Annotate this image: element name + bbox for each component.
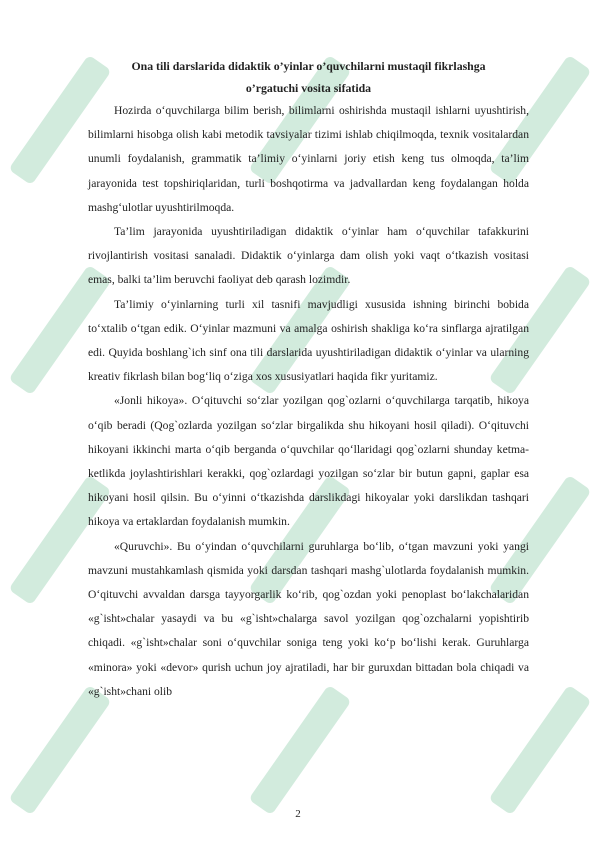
paragraph-3: Ta’limiy o‘yinlarning turli xil tasnifi mavjudligi xususida ishning birinchi bobida to‘xtalib o‘tgan edik. O‘yinlar mazmuni va amalga oshirish shakliga ko‘ra sinflarga ajratilgan edi. Quyida boshlang`ich sinf ona tili darslarida uyushtiriladigan didaktik o‘yinlar va ularning kreativ fikrlash bilan bog‘liq o‘ziga xos xususiyatlari haqida fikr yuritamiz. bbox=[88, 297, 529, 384]
title-line-1: Ona tili darslarida didaktik o’yinlar o’quvchilarni mustaqil fikrlashga bbox=[131, 59, 486, 73]
watermark-mark bbox=[488, 685, 591, 816]
title-line-2: o’rgatuchi vosita sifatida bbox=[245, 81, 372, 95]
watermark-mark bbox=[8, 685, 111, 816]
page-number: 2 bbox=[295, 808, 301, 820]
document-title bbox=[88, 55, 529, 99]
document-page bbox=[88, 55, 529, 704]
paragraph-5: «Quruvchi». Bu o‘yindan o‘quvchilarni guruhlarga bo‘lib, o‘tgan mavzuni yoki yangi mavzuni mustahkamlash qismida yoki darsdan tashqari mashg`ulotlarda foydalanish mumkin. O‘qituvchi avvaldan darsga tayyorgarlik ko‘rib, qog`ozdan yoki penoplast bo‘lakchalaridan «g`isht»chalar yasaydi va bu «g`isht»chalarga savol yozilgan qog`ozchalarni yopishtirib chiqadi. «g`isht»chalar soni o‘quvchilar soniga teng yoki ko‘p bo‘lishi kerak. Guruhlarga «minora» yoki «devor» qurish uchun joy ajratiladi, har bir guruxdan bittadan bola chiqadi va «g`isht»chani olib bbox=[88, 539, 529, 698]
paragraph-4: «Jonli hikoya». O‘qituvchi so‘zlar yozilgan qog`ozlarni o‘quvchilarga tarqatib, hikoya o‘qib beradi (Qog`ozlarda yozilgan so‘zlar birgalikda shu hikoyani hosil qiladi). O‘qituvchi hikoyani ikkinchi marta o‘qib berganda o‘quvchilar qo‘llaridagi qog`ozlarni shunday ketma-ketlikda joylashtirishlari kerakki, qog`ozlardagi yozilgan so‘zlar bir butun gapni, gaplar esa hikoyani hosil qilsin. Bu o‘yinni o‘tkazishda darslikdagi hikoyalar yoki darslikdan tashqari hikoya va ertaklardan foydalanish mumkin. bbox=[88, 394, 529, 529]
paragraph-1: Hozirda o‘quvchilarga bilim berish, bilimlarni oshirishda mustaqil ishlarni uyushtirish, bilimlarni hisobga olish kabi metodik tavsiyalar tizimi ishlab chiqilmoqda, texnik vositalardan unumli foydalanish, grammatik ta’limiy o‘yinlarni joriy etish keng tus olmoqda, ta’lim jarayonida test topshiriqlaridan, turli boshqotirma va jadvallardan keng foydalangan holda mashg‘ulotlar uyushtirilmoqda. bbox=[88, 104, 529, 214]
paragraph-2: Ta’lim jarayonida uyushtiriladigan didaktik o‘yinlar ham o‘quvchilar tafakkurini rivojlantirish vositasi sanaladi. Didaktik o‘yinlarga dam olish yoki vaqt o‘tkazish vositasi emas, balki ta’lim beruvchi faoliyat deb qarash lozimdir. bbox=[88, 225, 529, 287]
watermark-mark bbox=[248, 685, 351, 816]
